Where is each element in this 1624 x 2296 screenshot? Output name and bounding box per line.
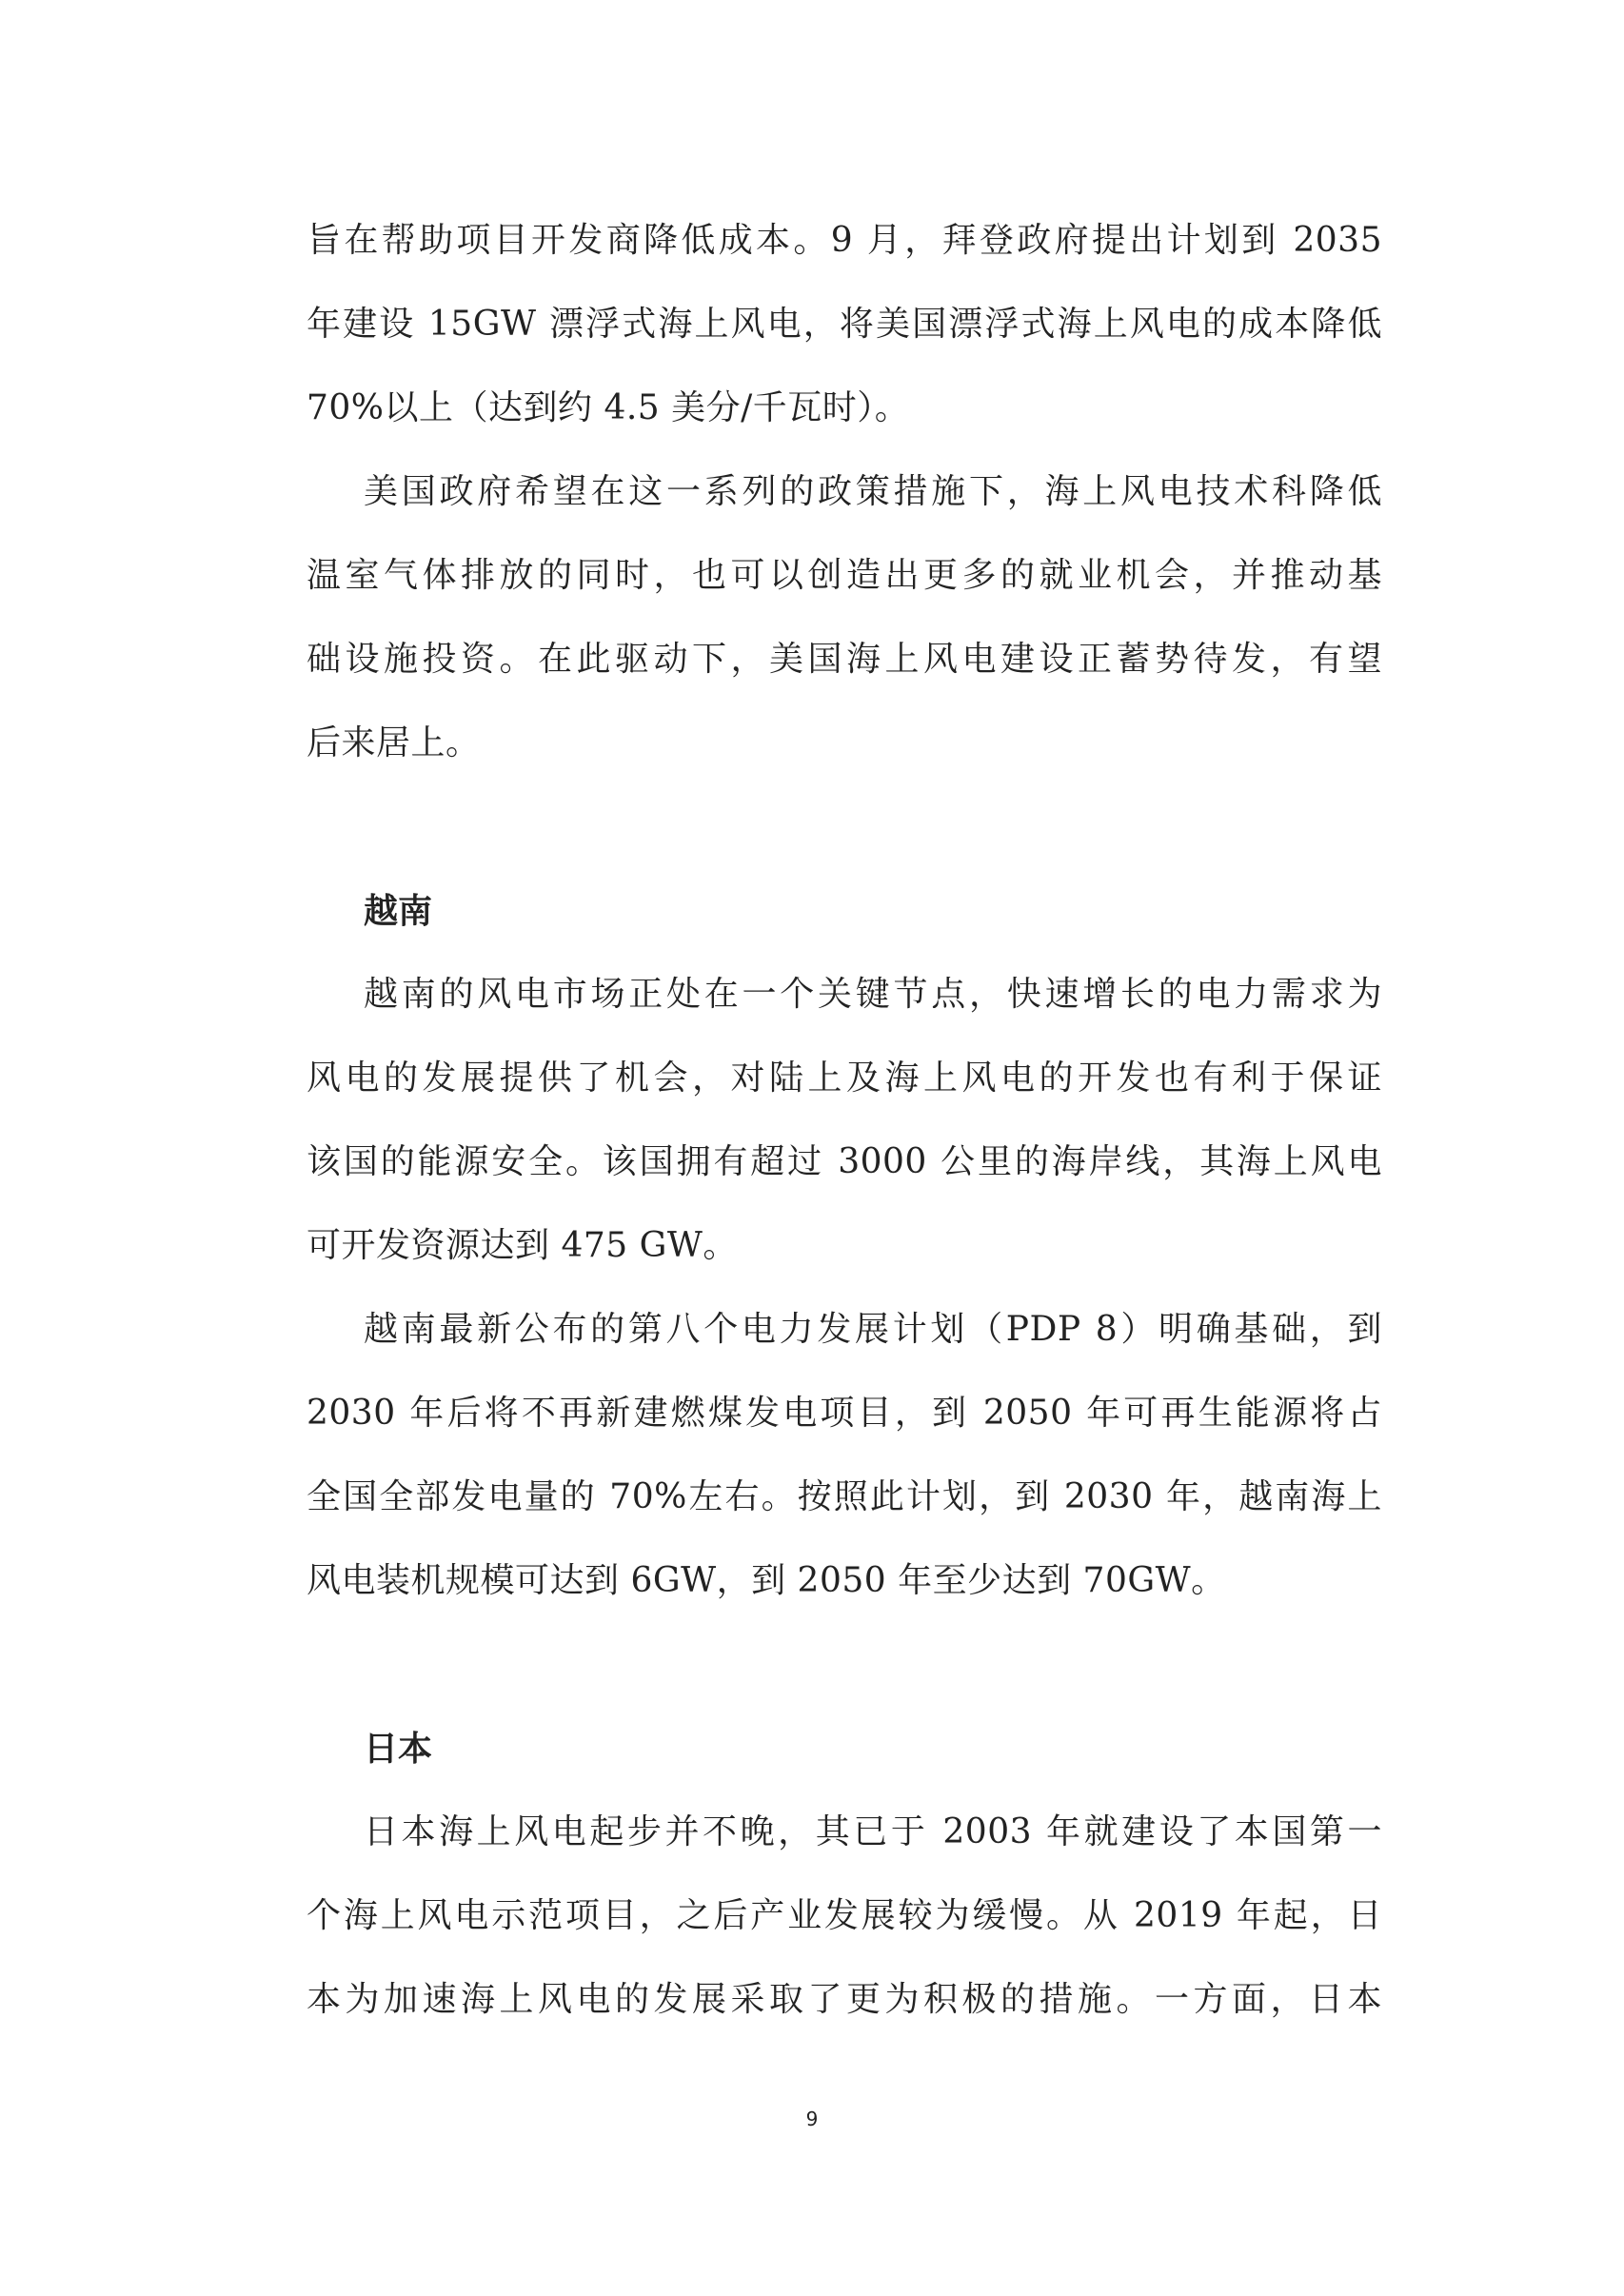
paragraph-line: 风电装机规模可达到 6GW，到 2050 年至少达到 70GW。 — [307, 1561, 1226, 1600]
paragraph-line: 温室气体排放的同时，也可以创造出更多的就业机会，并推动基 — [307, 556, 1382, 595]
paragraph-line: 个海上风电示范项目，之后产业发展较为缓慢。从 2019 年起，日 — [307, 1896, 1382, 1935]
paragraph-line: 越南的风电市场正处在一个关键节点，快速增长的电力需求为 — [364, 975, 1382, 1014]
paragraph-line: 年建设 15GW 漂浮式海上风电，将美国漂浮式海上风电的成本降低 — [307, 305, 1382, 344]
paragraph-line: 美国政府希望在这一系列的政策措施下，海上风电技术科降低 — [364, 472, 1382, 511]
paragraph-line: 旨在帮助项目开发商降低成本。9 月，拜登政府提出计划到 2035 — [307, 221, 1382, 260]
paragraph-line: 70%以上（达到约 4.5 美分/千瓦时）。 — [307, 388, 910, 427]
section-heading-japan: 日本 — [364, 1729, 433, 1769]
paragraph-line: 日本海上风电起步并不晚，其已于 2003 年就建设了本国第一 — [364, 1812, 1382, 1851]
section-heading-vietnam: 越南 — [364, 891, 433, 931]
paragraph-line: 本为加速海上风电的发展采取了更为积极的措施。一方面，日本 — [307, 1980, 1382, 2019]
paragraph-line: 越南最新公布的第八个电力发展计划（PDP 8）明确基础，到 — [364, 1310, 1382, 1349]
paragraph-line: 风电的发展提供了机会，对陆上及海上风电的开发也有利于保证 — [307, 1059, 1382, 1098]
paragraph-line: 础设施投资。在此驱动下，美国海上风电建设正蓄势待发，有望 — [307, 640, 1382, 679]
paragraph-line: 全国全部发电量的 70%左右。按照此计划，到 2030 年，越南海上 — [307, 1477, 1382, 1516]
paragraph-line: 后来居上。 — [307, 723, 481, 762]
paragraph-line: 可开发资源达到 475 GW。 — [307, 1226, 738, 1265]
page-number: 9 — [805, 2108, 819, 2130]
paragraph-line: 2030 年后将不再新建燃煤发电项目，到 2050 年可再生能源将占 — [307, 1394, 1382, 1433]
paragraph-line: 该国的能源安全。该国拥有超过 3000 公里的海岸线，其海上风电 — [307, 1142, 1382, 1181]
